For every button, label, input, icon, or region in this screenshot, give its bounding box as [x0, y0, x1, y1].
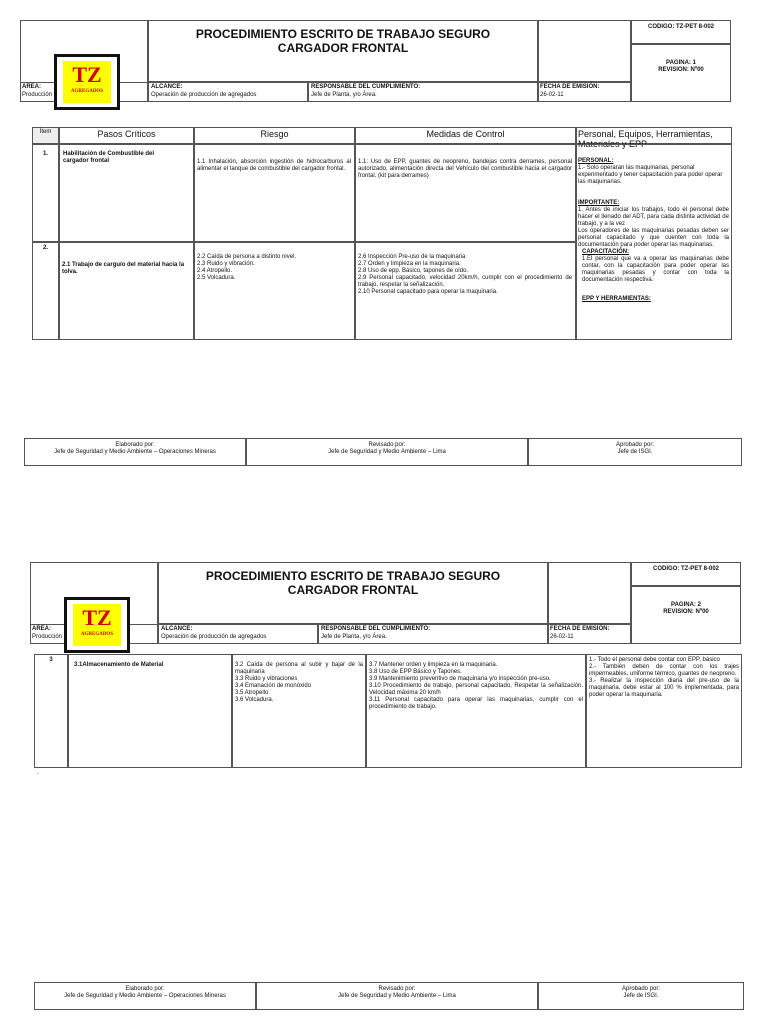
revision-number: REVISION: Nº00	[663, 609, 709, 615]
col-personal-label: Personal, Equipos, Herramientas, Materiales y EPP	[578, 129, 713, 149]
responsable-label: RESPONSABLE DEL CUMPLIMIENTO:	[321, 626, 431, 632]
row1-item: 1.	[42, 151, 48, 157]
row3-riesgo-list	[235, 662, 363, 704]
row2-riesgo-item: 2.4 Atropello.	[197, 268, 233, 274]
logo-subtext: AGREGADOS	[80, 632, 114, 637]
row2-medida-item: 2.7 Orden y limpieza en la maquinaria.	[358, 261, 461, 267]
row3-medida-item: 3.10 Procedimiento de trabajo, personal capacitado, Respetar la señalización. Velocidad máxima 20 km/h	[369, 683, 583, 696]
row3-personal-list	[589, 657, 739, 699]
page-title-line1: PROCEDIMIENTO ESCRITO DE TRABAJO SEGURO	[195, 27, 491, 41]
row3-medida-item: 3.9 Mantenimiento preventivo de maquinaria y/o inspección pre-uso.	[369, 676, 551, 682]
row3-riesgo-item: 3.4 Emanación de monóxido	[235, 683, 312, 689]
col-item-label: Ítem	[39, 129, 52, 135]
logo-subtext: AGREGADOS	[70, 89, 104, 94]
row3-personal-item: 2.- También deben de contar con los trajes impermeables, uniforme térmico, guantes de neopreno.	[589, 664, 739, 677]
elaborado-label: Elaborado por:	[125, 986, 165, 992]
revisado-value: Jefe de Seguridad y Medio Ambiente – Lima	[328, 449, 446, 455]
personal-heading: PERSONAL:	[578, 158, 614, 164]
row2-medida-item: 2.8 Uso de epp. Básico, tapones de oído.	[358, 268, 469, 274]
alcance-value: Operación de producción de agregados	[161, 634, 267, 640]
importante-text-2: Los operadores de las maquinarias pesadas deben ser personal capacitado y que cuenten con toda la documentación para poder operar las maquinarias.	[578, 228, 729, 248]
row2-medida-item: 2.6 Inspección Pre-uso de la maquinaria	[358, 254, 466, 260]
area-label: AREA:	[22, 84, 41, 90]
logo-text: TZ	[72, 62, 102, 87]
area-value: Producción	[22, 92, 53, 98]
row3-paso: 3.1Almacenamiento de Material	[74, 662, 164, 668]
personal-content	[578, 158, 729, 303]
page-number: PAGINA: 2	[671, 602, 701, 608]
row3-riesgo-item: 3.2 Caída de persona al subir y bajar de la maquinaria	[235, 662, 363, 675]
logo-text: TZ	[82, 605, 112, 630]
row1-item-cell	[32, 144, 59, 242]
row1-riesgo: 1.1 Inhalación, absorción ingestión de hidrocarburos al alimentar el tanque de combustible del cargador frontal.	[197, 159, 351, 172]
fecha-label: FECHA DE EMISIÓN:	[540, 84, 600, 90]
company-logo	[64, 597, 130, 653]
row1-paso: Habilitación de Combustible del cargador frontal	[63, 151, 155, 164]
row2-riesgo-item: 2.2 Caída de persona a distinto nivel.	[197, 254, 297, 260]
row3-riesgo-item: 3.6 Volcadura.	[235, 697, 274, 703]
revisado-value: Jefe de Seguridad y Medio Ambiente – Lima	[338, 993, 456, 999]
capacitacion-heading: CAPACITACIÓN:	[582, 249, 630, 255]
responsable-value: Jefe de Planta, y/o Área.	[311, 92, 377, 98]
fecha-value: 26-02-11	[550, 634, 574, 640]
page-title-line2: CARGADOR FRONTAL	[277, 41, 409, 55]
aprobado-label: Aprobado por:	[621, 986, 661, 992]
responsable-label: RESPONSABLE DEL CUMPLIMIENTO:	[311, 84, 421, 90]
blank-cell	[548, 562, 631, 624]
row2-medidas-list	[358, 254, 572, 296]
page-title-line1: PROCEDIMIENTO ESCRITO DE TRABAJO SEGURO	[205, 569, 501, 583]
document-code: CODIGO: TZ-PET 8-002	[647, 24, 714, 30]
row3-medida-item: 3.11 Personal capacitado para operar las maquinarias, cumplir con el procedimiento de trabajo.	[369, 697, 583, 710]
aprobado-value: Jefe de ISGI.	[623, 993, 659, 999]
stray-mark: .	[37, 770, 39, 776]
importante-text: 1. Antes de iniciar los trabajos, todo el personal debe hacer el llenado del ADT, para cada distinta actividad de trabajo, y a la vez	[578, 207, 729, 227]
row2-riesgo-item: 2.3 Ruido y vibración.	[197, 261, 255, 267]
row2-pasos-cell	[59, 242, 194, 340]
col-pasos-label: Pasos Críticos	[97, 129, 156, 139]
fecha-label: FECHA DE EMISIÓN:	[550, 626, 610, 632]
row3-medidas-list	[369, 662, 583, 711]
alcance-label: ALCANCE:	[151, 84, 183, 90]
importante-heading: IMPORTANTE:	[578, 200, 620, 206]
document-code: CODIGO: TZ-PET 8-002	[652, 566, 719, 572]
area-value: Producción	[32, 634, 63, 640]
blank-cell	[538, 20, 631, 82]
company-logo	[54, 54, 120, 110]
row3-medida-item: 3.7 Mantener orden y limpieza en la maquinaria.	[369, 662, 498, 668]
row2-item: 2.	[42, 245, 48, 251]
col-riesgo-label: Riesgo	[260, 129, 289, 139]
row2-medida-item: 2.9 Personal capacitado, velocidad 20km/h, cumplir con el procedimiento de trabajo, respetar la señalización.	[358, 275, 572, 288]
elaborado-label: Elaborado por:	[115, 442, 155, 448]
row3-item-cell	[34, 654, 68, 768]
page-title-line2: CARGADOR FRONTAL	[287, 583, 419, 597]
responsable-value: Jefe de Planta, y/o Área.	[321, 634, 387, 640]
alcance-label: ALCANCE:	[161, 626, 193, 632]
fecha-value: 26-02-11	[540, 92, 564, 98]
row3-personal-item: 1.- Todo el personal debe contar con EPP, básico	[589, 657, 720, 663]
elaborado-value: Jefe de Seguridad y Medio Ambiente – Operaciones Mineras	[54, 449, 216, 455]
aprobado-label: Aprobado por:	[615, 442, 655, 448]
row3-medida-item: 3.8 Uso de EPP Básico y Tapones.	[369, 669, 462, 675]
elaborado-value: Jefe de Seguridad y Medio Ambiente – Operaciones Mineras	[64, 993, 226, 999]
row3-pasos-cell	[68, 654, 232, 768]
row1-medidas: 1.1: Uso de EPP, guantes de neopreno, bandejas contra derrames, personal autorizado, alimentación directa del Vehículo del combustible hacia el cargador frontal. (kit para derrames)	[358, 159, 572, 179]
capacitacion-text: 1.El personal que va a operar las maquinarias debe contar, con la capacitación para poder operar las maquinarias pesadas y contar con toda la documentación respectiva.	[582, 256, 729, 283]
row2-riesgo-item: 2.5 Volcadura.	[197, 275, 236, 281]
col-medidas-label: Medidas de Control	[426, 129, 505, 139]
row3-personal-item: 3.- Realizar la inspección diaria del pre-uso de la maquinaria, debe estar al 100 % implementada, para poder operar la maquinaria.	[589, 678, 739, 698]
row3-riesgo-item: 3.5 Atropello	[235, 690, 269, 696]
alcance-value: Operación de producción de agregados	[151, 92, 257, 98]
row3-riesgo-item: 3.3 Ruido y vibraciones	[235, 676, 298, 682]
row2-paso: 2.1 Trabajo de carguío del material hacia la tolva.	[62, 262, 185, 275]
row2-riesgo-list	[197, 254, 351, 282]
area-label: AREA:	[32, 626, 51, 632]
epp-heading: EPP Y HERRAMIENTAS:	[582, 296, 651, 302]
row2-medida-item: 2.10 Personal capacitado para operar la maquinaria.	[358, 289, 498, 295]
row3-item: 3	[49, 657, 53, 663]
page-number: PAGINA: 1	[666, 60, 696, 66]
aprobado-value: Jefe de ISGI.	[617, 449, 653, 455]
revisado-label: Revisado por:	[368, 442, 406, 448]
row2-item-cell	[32, 242, 59, 340]
personal-text: 1.- Solo operaran las maquinarias, personal experimentado y tener capacitación para poder operar las maquinarias.	[578, 165, 723, 185]
revisado-label: Revisado por:	[378, 986, 416, 992]
revision-number: REVISION: Nº00	[658, 67, 704, 73]
